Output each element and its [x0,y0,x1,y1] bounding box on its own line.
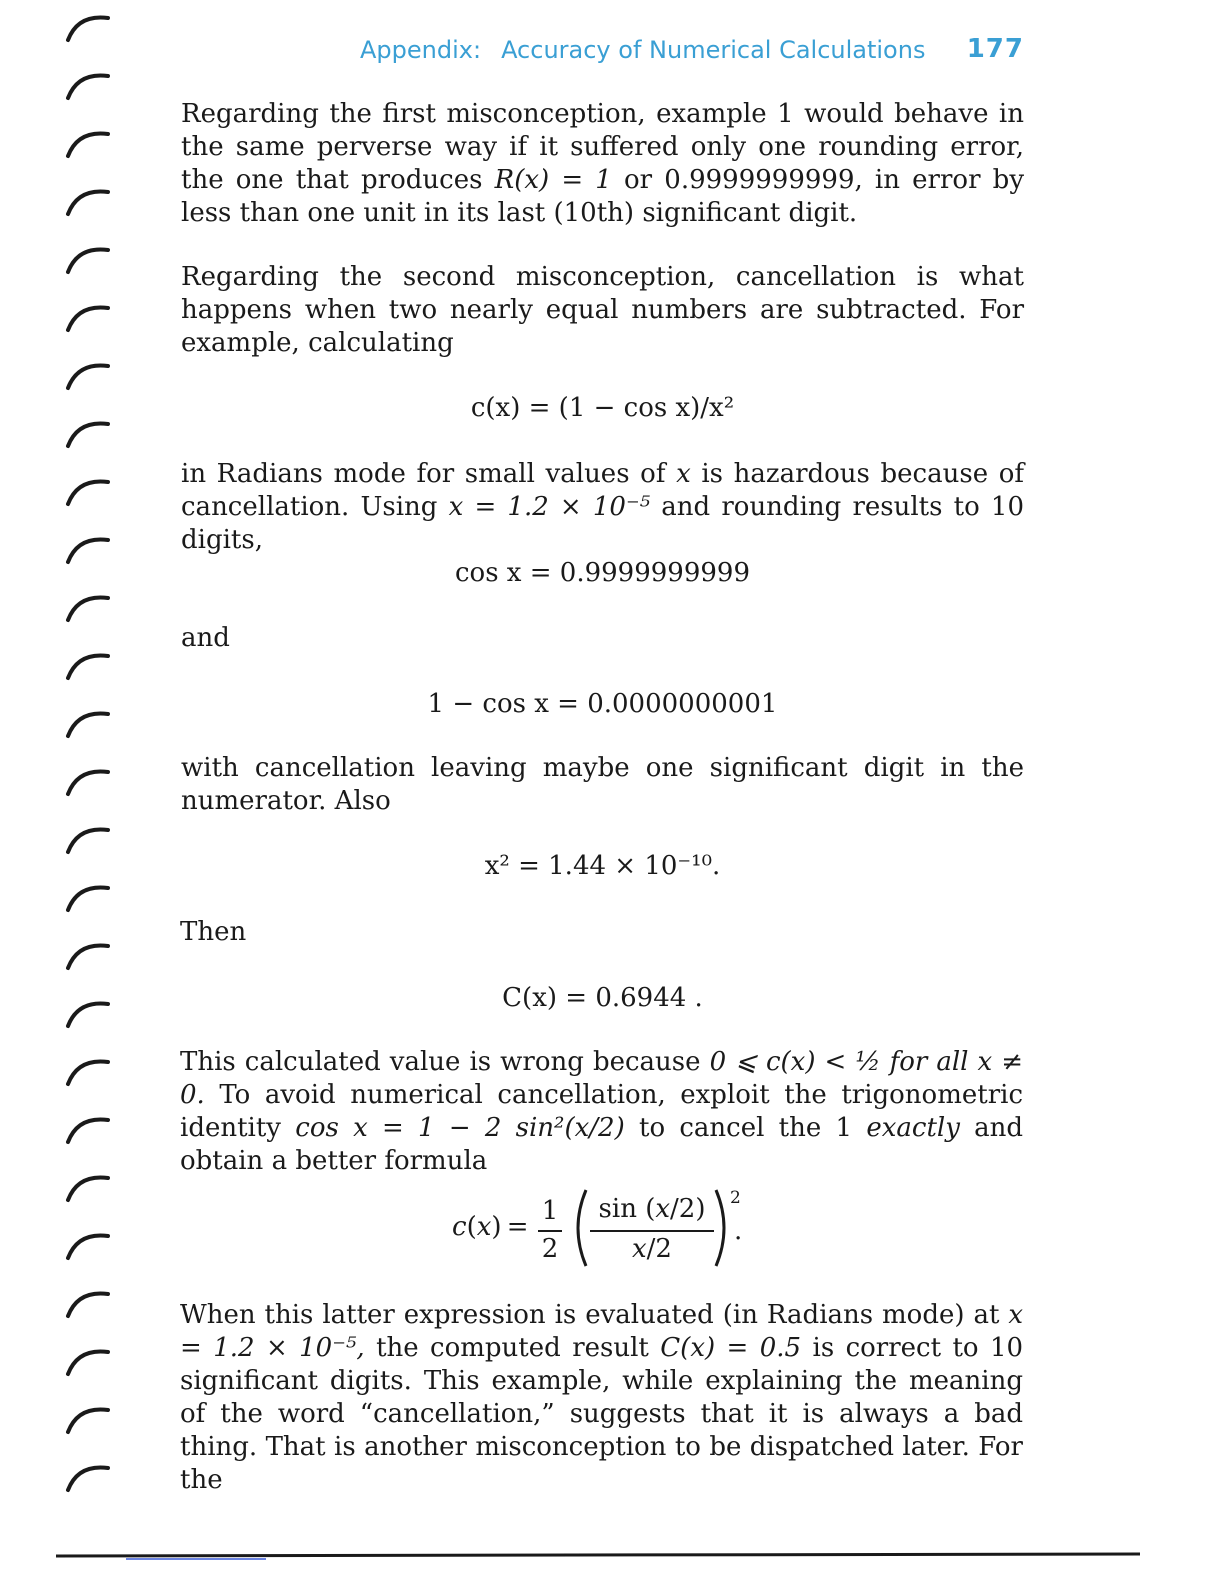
p3-text-a: in Radians mode for small values of [181,459,666,489]
equation-c-of-x: c(x) = (1 − cos x)/x² [470,393,735,423]
formula-period: . [734,1216,743,1246]
p6-text-c: is correct to 10 significant digits. This example, while explaining the meaning of the word “cancellation,” suggests that it is always a bad thing. That is another misconception to be dispatched later. For the [180,1333,1024,1495]
formula-sin-fraction: sin (x/2) x/2 [590,1188,714,1268]
p1-text: Regarding the first misconception, example 1 would behave in the same perverse way if it suffered only one rounding error, the one that produces [181,99,1024,195]
connector-and: and [181,623,230,653]
paragraph-wrong-value [180,1046,1023,1178]
paragraph-cancellation: with cancellation leaving maybe one significant digit in the numerator. Also [181,753,1024,816]
p5-text-b: To avoid numerical cancellation, exploit the trigonometric identity [180,1080,1024,1143]
equation-better-formula [440,1186,760,1270]
p5-math: 0 ⩽ c(x) < ½ for all x ≠ 0. [180,1047,1023,1110]
p3-math: x = 1.2 × 10⁻⁵ [448,492,651,522]
formula-exponent: 2 [730,1188,741,1208]
p3-x: x [676,459,691,489]
p1-math: R(x) = 1 [494,165,612,195]
connector-then: Then [180,917,247,947]
p6-math: x = 1.2 × 10⁻⁵, [180,1300,1024,1363]
p6-text-b: the computed result [376,1333,649,1363]
paragraph-radians-mode [181,458,1024,557]
p5-identity: cos x = 1 − 2 sin²(x/2) [295,1113,625,1143]
header-section [360,36,925,64]
header-section-label: Appendix: [360,36,482,64]
running-header [360,34,1024,70]
p5-exactly: exactly [866,1113,960,1143]
bottom-rule [56,1552,1140,1560]
binding-rings [68,17,108,1490]
formula-lhs: c(x) = [452,1212,529,1242]
spiral-binding [50,0,120,1560]
equation-better-formula-text [440,1186,441,1187]
equation-capital-c: C(x) = 0.6944 . [502,983,703,1013]
p3-text-b: is hazardous because of cancellation. Using [181,459,1024,522]
p6-result: C(x) = 0.5 [660,1333,802,1363]
formula-one-half: 1 2 [538,1188,562,1268]
page-number: 177 [966,34,1024,64]
equation-x-squared: x² = 1.44 × 10⁻¹⁰. [484,851,721,881]
equation-cos-x: cos x = 0.9999999999 [454,558,751,588]
p3-text-c: and rounding results to 10 digits, [181,492,1024,555]
p5-text-c: to cancel the 1 [639,1113,853,1143]
p1-tail: or 0.9999999999, in error by less than one unit in its last (10th) significant digit. [181,165,1025,228]
left-paren [568,1186,590,1270]
paragraph-second-misconception: Regarding the second misconception, cancellation is what happens when two nearly equal numbers are subtracted. For example, calculating [181,262,1024,358]
paragraph-first-misconception [181,98,1024,230]
equation-one-minus-cos: 1 − cos x = 0.0000000001 [427,689,778,719]
p5-text-a: This calculated value is wrong because [180,1047,701,1077]
p6-text-a: When this latter expression is evaluated (in Radians mode) at [180,1300,1000,1330]
header-title: Accuracy of Numerical Calculations [501,36,926,64]
paragraph-latter-expression [180,1299,1023,1497]
p5-text-d: and obtain a better formula [180,1113,1024,1176]
